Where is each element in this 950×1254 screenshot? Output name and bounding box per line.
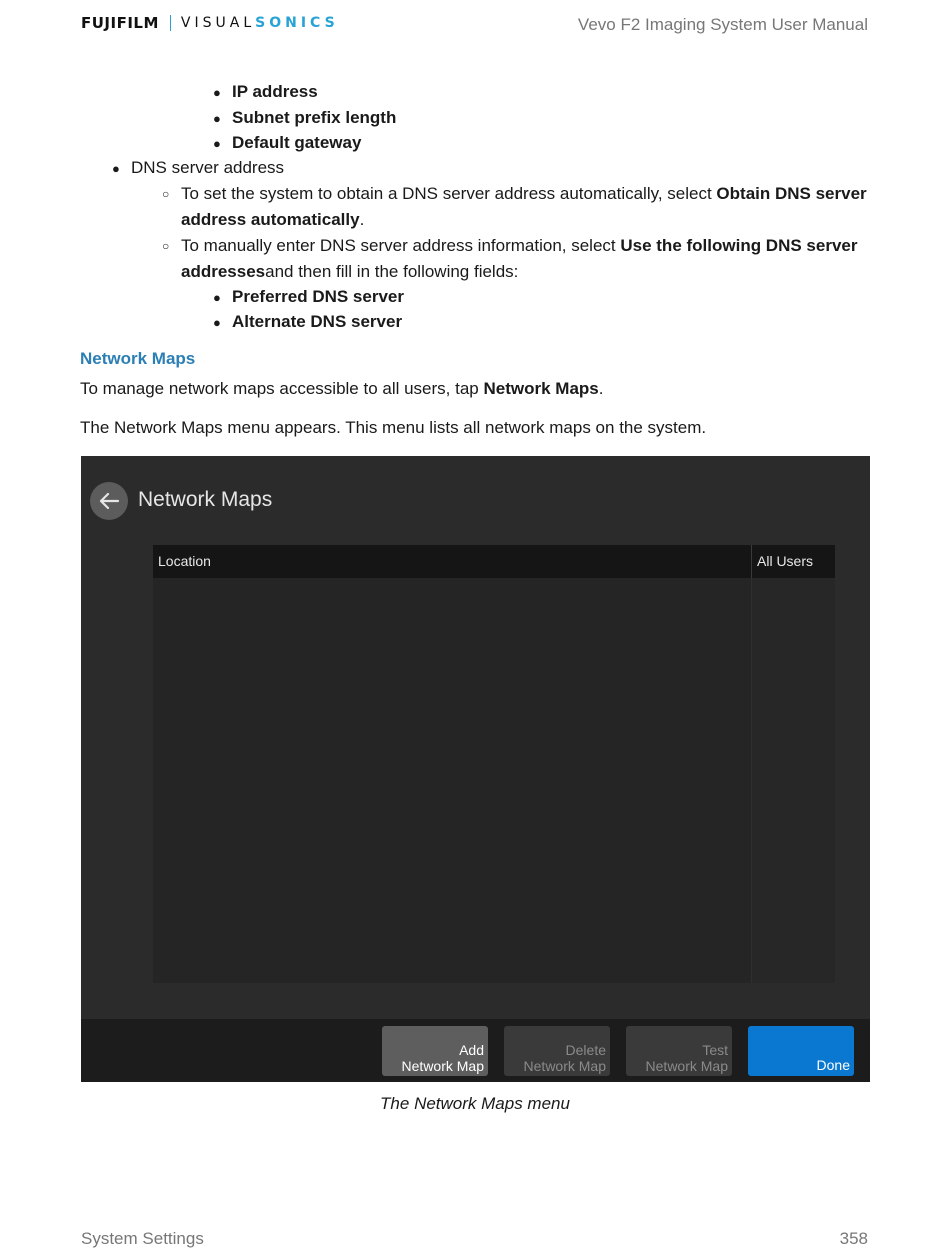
bullet-icon: ●	[112, 161, 120, 176]
button-label-line2: Network Map	[401, 1058, 484, 1074]
screen-title: Network Maps	[138, 488, 273, 511]
bullet-icon: ●	[213, 290, 221, 305]
dns-auto-line1	[181, 181, 867, 207]
action-bar	[81, 1019, 870, 1082]
list-item-preferred-dns: Preferred DNS server	[232, 287, 404, 306]
arrow-left-icon	[98, 492, 120, 510]
logo-sonics: SONICS	[255, 15, 339, 31]
circle-bullet-icon: ○	[162, 239, 170, 253]
bullet-icon: ●	[213, 136, 221, 151]
add-network-map-button[interactable]	[382, 1026, 488, 1076]
dns-manual-text-cont: and then fill in the following fields:	[265, 262, 519, 281]
logo-separator	[170, 15, 171, 31]
dns-manual-option: Use the following DNS server	[620, 236, 858, 255]
dns-auto-option-cont: address automatically	[181, 210, 360, 229]
network-maps-table	[153, 545, 835, 983]
paragraph-bold: Network Maps	[483, 379, 599, 398]
dns-auto-option: Obtain DNS server	[716, 184, 867, 203]
brand-logo	[81, 13, 339, 33]
paragraph-menu-appears: The Network Maps menu appears. This menu lists all network maps on the system.	[80, 418, 707, 437]
button-label-line1: Test	[702, 1042, 728, 1058]
list-item-alternate-dns: Alternate DNS server	[232, 312, 403, 331]
button-label-line1: Add	[459, 1042, 484, 1058]
logo-fujifilm: FUJIFILM	[81, 14, 159, 32]
dns-manual-option-cont: addresses	[181, 262, 266, 281]
section-title: Network Maps	[80, 349, 196, 368]
figure-caption: The Network Maps menu	[380, 1094, 570, 1113]
back-button[interactable]	[90, 482, 128, 520]
list-item-subnet-prefix: Subnet prefix length	[232, 108, 397, 127]
table-header	[153, 545, 835, 578]
page-number: 358	[839, 1229, 868, 1248]
footer-section: System Settings	[81, 1229, 204, 1248]
bullet-icon: ●	[213, 85, 221, 100]
done-button[interactable]	[748, 1026, 854, 1076]
paragraph-manage	[80, 379, 603, 399]
all-users-column	[752, 578, 835, 983]
circle-bullet-icon: ○	[162, 187, 170, 201]
paragraph-period: .	[598, 379, 604, 398]
network-maps-screen	[81, 456, 870, 1082]
column-header-location[interactable]: Location	[158, 553, 211, 569]
delete-network-map-button[interactable]	[504, 1026, 610, 1076]
list-item-default-gateway: Default gateway	[232, 133, 362, 152]
dns-auto-text: To set the system to obtain a DNS server address automatically, select	[181, 184, 717, 203]
dns-manual-line2	[181, 259, 518, 285]
button-label: Done	[816, 1057, 850, 1073]
paragraph-text: To manage network maps accessible to all users, tap	[80, 379, 484, 398]
dns-auto-line2	[181, 207, 364, 233]
dns-manual-text: To manually enter DNS server address information, select	[181, 236, 621, 255]
column-divider	[751, 545, 752, 578]
button-label-line2: Network Map	[645, 1058, 728, 1074]
bullet-icon: ●	[213, 315, 221, 330]
button-label-line1: Delete	[565, 1042, 606, 1058]
button-label-line2: Network Map	[523, 1058, 606, 1074]
dns-auto-period: .	[359, 210, 365, 229]
manual-title: Vevo F2 Imaging System User Manual	[577, 15, 868, 34]
dns-manual-line1	[181, 233, 857, 259]
list-item-dns-server-address: DNS server address	[131, 158, 285, 177]
list-item-ip-address: IP address	[232, 82, 318, 101]
bullet-icon: ●	[213, 111, 221, 126]
test-network-map-button[interactable]	[626, 1026, 732, 1076]
column-header-all-users[interactable]: All Users	[757, 553, 814, 569]
logo-visual: VISUAL	[180, 15, 256, 31]
